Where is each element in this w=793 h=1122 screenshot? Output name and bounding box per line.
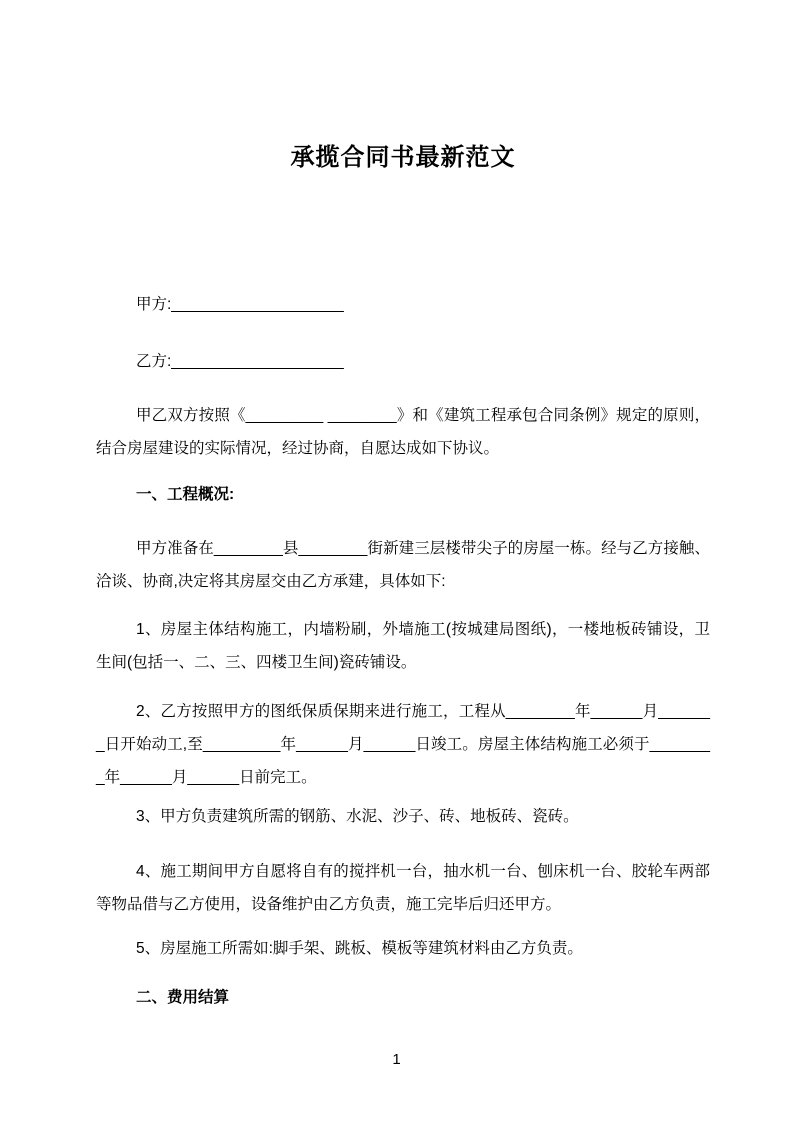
contract-item-1: 1、房屋主体结构施工，内墙粉刷，外墙施工(按城建局图纸)，一楼地板砖铺设，卫生间(包括一、二、三、四楼卫生间)瓷砖铺设。 [96, 621, 710, 671]
section-1-heading: 一、工程概况: [136, 486, 235, 503]
intro-paragraph: 甲乙双方按照《_________ ________》和《建筑工程承包合同条例》规定的原则，结合房屋建设的实际情况，经过协商，自愿达成如下协议。 [96, 407, 710, 457]
document-title: 承揽合同书最新范文 [290, 144, 516, 171]
contract-item-5: 5、房屋施工所需如:脚手架、跳板、模板等建筑材料由乙方负责。 [136, 940, 583, 957]
contract-item-2: 2、乙方按照甲方的图纸保质保期来进行施工，工程从________年______月_______日开始动工,至_________年______月______日竣工。房屋主体结构施工必须于________年______月______日前完工。 [96, 703, 710, 786]
contract-item-4: 4、施工期间甲方自愿将自有的搅拌机一台，抽水机一台、刨床机一台、胶轮车两部等物品借与乙方使用，设备维护由乙方负责，施工完毕后归还甲方。 [96, 863, 710, 913]
page-number: 1 [392, 1051, 401, 1068]
document-body [96, 288, 710, 1014]
party-b-field: 乙方:____________________ [136, 353, 344, 370]
document-content [96, 0, 710, 1014]
section-2-heading: 二、费用结算 [136, 989, 230, 1006]
project-overview-paragraph: 甲方准备在________县________街新建三层楼带尖子的房屋一栋。经与乙方接触、洽谈、协商,决定将其房屋交由乙方承建，具体如下: [96, 540, 710, 590]
party-a-field: 甲方:____________________ [136, 296, 344, 313]
contract-item-3: 3、甲方负责建筑所需的钢筋、水泥、沙子、砖、地板砖、瓷砖。 [136, 808, 579, 825]
